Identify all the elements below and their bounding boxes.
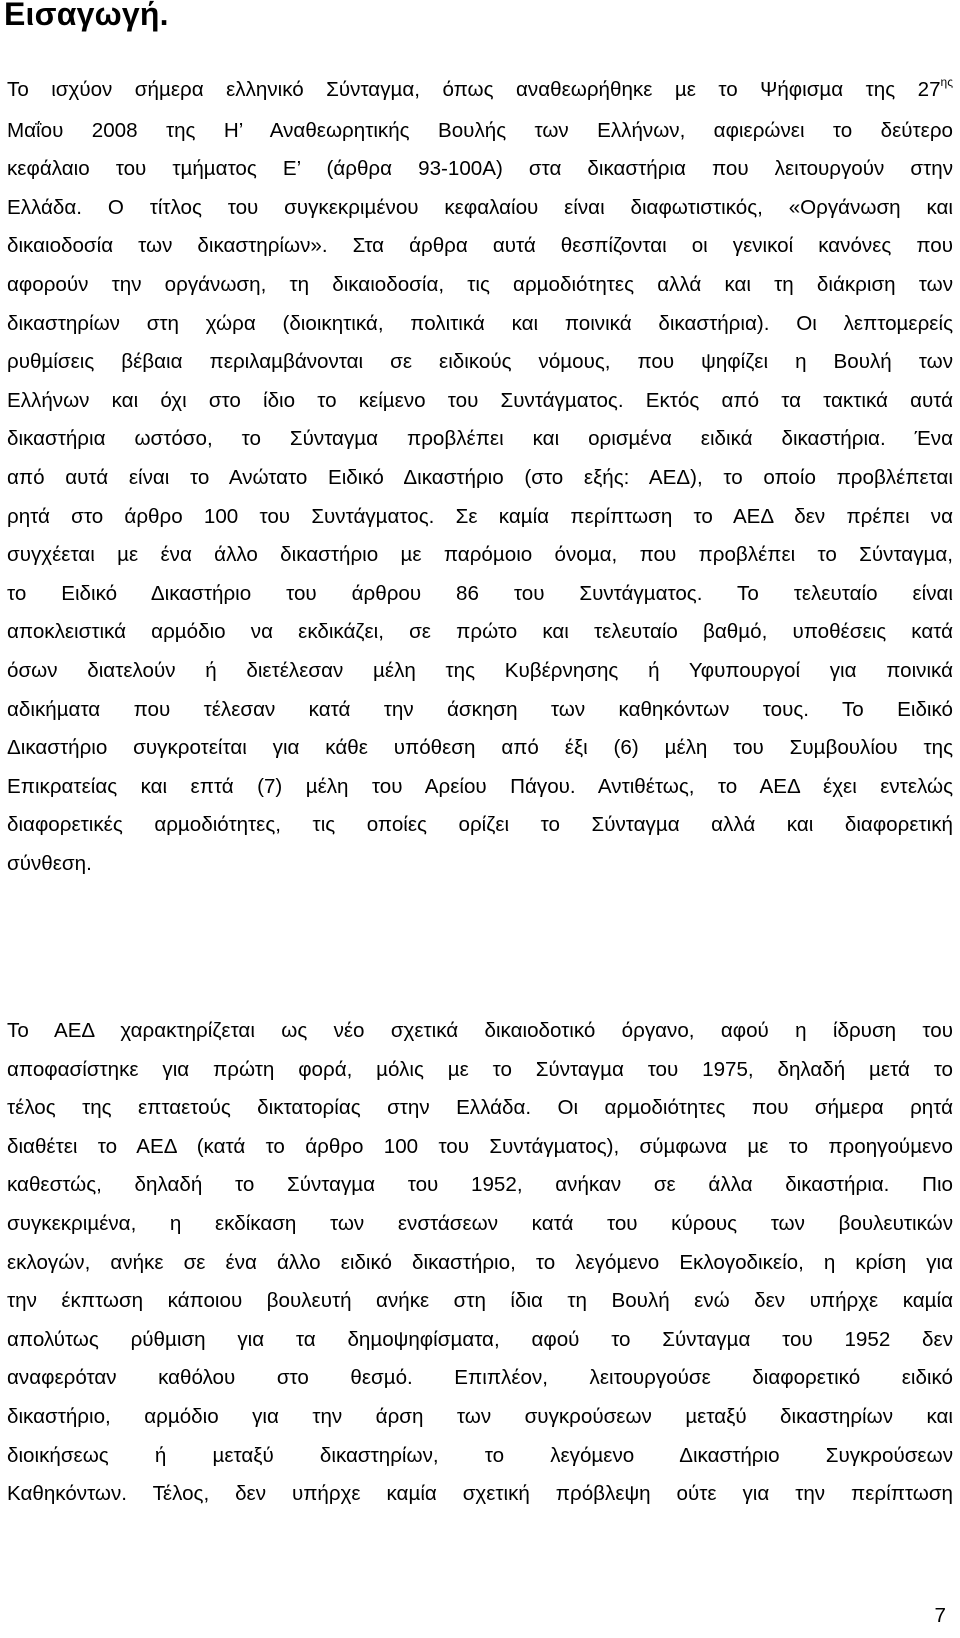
paragraph-line: εκλογών, ανήκε σε ένα άλλο ειδικό δικαστήριο, το λεγόµενο Εκλογοδικείο, η κρίση για [7,1250,953,1274]
paragraph-line: αφορούν την οργάνωση, τη δικαιοδοσία, τις αρµοδιότητες αλλά και τη διάκριση των [7,272,953,296]
paragraph-line: αποκλειστικά αρµόδιο να εκδικάζει, σε πρώτο και τελευταίο βαθµό, υποθέσεις κατά [7,620,953,644]
paragraph-line: Επικρατείας και επτά (7) µέλη του Αρείου Πάγου. Αντιθέτως, το ΑΕΔ έχει εντελώς [7,774,953,798]
paragraph-line: ρυθµίσεις βέβαια περιλαµβάνονται σε ειδικούς νόµους, που ψηφίζει η Βουλή των [7,350,953,374]
paragraph-line: Καθηκόντων. Τέλος, δεν υπήρχε καµία σχετική πρόβλεψη ούτε για την περίπτωση [7,1482,953,1506]
paragraph-line: διαφορετικές αρµοδιότητες, τις οποίες ορίζει το Σύνταγµα αλλά και διαφορετική [7,813,953,837]
paragraph-line: τέλος της επταετούς δικτατορίας στην Ελλάδα. Οι αρµοδιότητες που σήµερα ρητά [7,1096,953,1120]
paragraph-line: δικαστηρίων στη χώρα (διοικητικά, πολιτικά και ποινικά δικαστήρια). Οι λεπτοµερείς [7,311,953,335]
paragraph-2 [7,1012,953,1514]
paragraph-line: σύνθεση. [7,851,92,875]
section-heading: Εισαγωγή. [4,0,169,32]
page-number: 7 [934,1604,946,1627]
paragraph-line: Δικαστήριο συγκροτείται για κάθε υπόθεση από έξι (6) µέλη του Συµβουλίου της [7,736,953,760]
superscript-ordinal: ης [940,75,953,89]
paragraph-line: ρητά στο άρθρο 100 του Συντάγµατος. Σε καµία περίπτωση το ΑΕΔ δεν πρέπει να [7,504,953,528]
paragraph-line: όσων διατελούν ή διετέλεσαν µέλη της Κυβέρνησης ή Υφυπουργοί για ποινικά [7,658,953,682]
paragraph-line: την έκπτωση κάποιου βουλευτή ανήκε στη ίδια τη Βουλή ενώ δεν υπήρχε καµία [7,1289,953,1313]
paragraph-line: Ελλάδα. Ο τίτλος του συγκεκριµένου κεφαλαίου είναι διαφωτιστικός, «Οργάνωση και [7,195,953,219]
paragraph-line: δικαιοδοσία των δικαστηρίων». Στα άρθρα αυτά θεσπίζονται οι γενικοί κανόνες που [7,234,953,258]
paragraph-line: Το ΑΕΔ χαρακτηρίζεται ως νέο σχετικά δικαιοδοτικό όργανο, αφού η ίδρυση του [7,1019,953,1042]
paragraph-line: το Ειδικό Δικαστήριο του άρθρου 86 του Συντάγµατος. Το τελευταίο είναι [7,581,953,605]
paragraph-line: δικαστήρια ωστόσο, το Σύνταγµα προβλέπει και ορισµένα ειδικά δικαστήρια. Ένα [7,427,953,451]
paragraph-line: καθεστώς, δηλαδή το Σύνταγµα του 1952, ανήκαν σε άλλα δικαστήρια. Πιο [7,1173,953,1197]
paragraph-line: Ελλήνων και όχι στο ίδιο το κείµενο του Συντάγµατος. Εκτός από τα τακτικά αυτά [7,388,953,412]
paragraph-line: διαθέτει το ΑΕΔ (κατά το άρθρο 100 του Συντάγµατος), σύµφωνα µε το προηγούµενο [7,1134,953,1158]
paragraph-line: απολύτως ρύθµιση για τα δηµοψηφίσµατα, αφού το Σύνταγµα του 1952 δεν [7,1327,953,1351]
paragraph-line: αποφασίστηκε για πρώτη φορά, µόλις µε το Σύνταγµα του 1975, δηλαδή µετά το [7,1057,953,1081]
paragraph-line: δικαστήριο, αρµόδιο για την άρση των συγκρούσεων µεταξύ δικαστηρίων και [7,1404,953,1428]
paragraph-line: κεφάλαιο του τµήµατος Ε’ (άρθρα 93-100Α) στα δικαστήρια που λειτουργούν στην [7,157,953,181]
paragraph-line: συγκεκριµένα, η εκδίκαση των ενστάσεων κατά του κύρους των βουλευτικών [7,1211,953,1235]
paragraph-line: συγχέεται µε ένα άλλο δικαστήριο µε παρόµοιο όνοµα, που προβλέπει το Σύνταγµα, [7,543,953,567]
paragraph-line: Μαΐου 2008 της Η’ Αναθεωρητικής Βουλής των Ελλήνων, αφιερώνει το δεύτερο [7,118,953,142]
paragraph-1 [7,71,953,883]
paragraph-line: αδικήµατα που τέλεσαν κατά την άσκηση των καθηκόντων τους. Το Ειδικό [7,697,953,721]
paragraph-line: διοικήσεως ή µεταξύ δικαστηρίων, το λεγόµενο Δικαστήριο Συγκρούσεων [7,1443,953,1467]
paragraph-line: Το ισχύον σήµερα ελληνικό Σύνταγµα, όπως αναθεωρήθηκε µε το Ψήφισµα της $27^{\eta\varsigma}$ [7,75,953,101]
paragraph-line: αναφερόταν καθόλου στο θεσµό. Επιπλέον, λειτουργούσε διαφορετικό ειδικό [7,1366,953,1390]
paragraph-line: από αυτά είναι το Ανώτατο Ειδικό Δικαστήριο (στο εξής: ΑΕΔ), το οποίο προβλέπεται [7,465,953,489]
